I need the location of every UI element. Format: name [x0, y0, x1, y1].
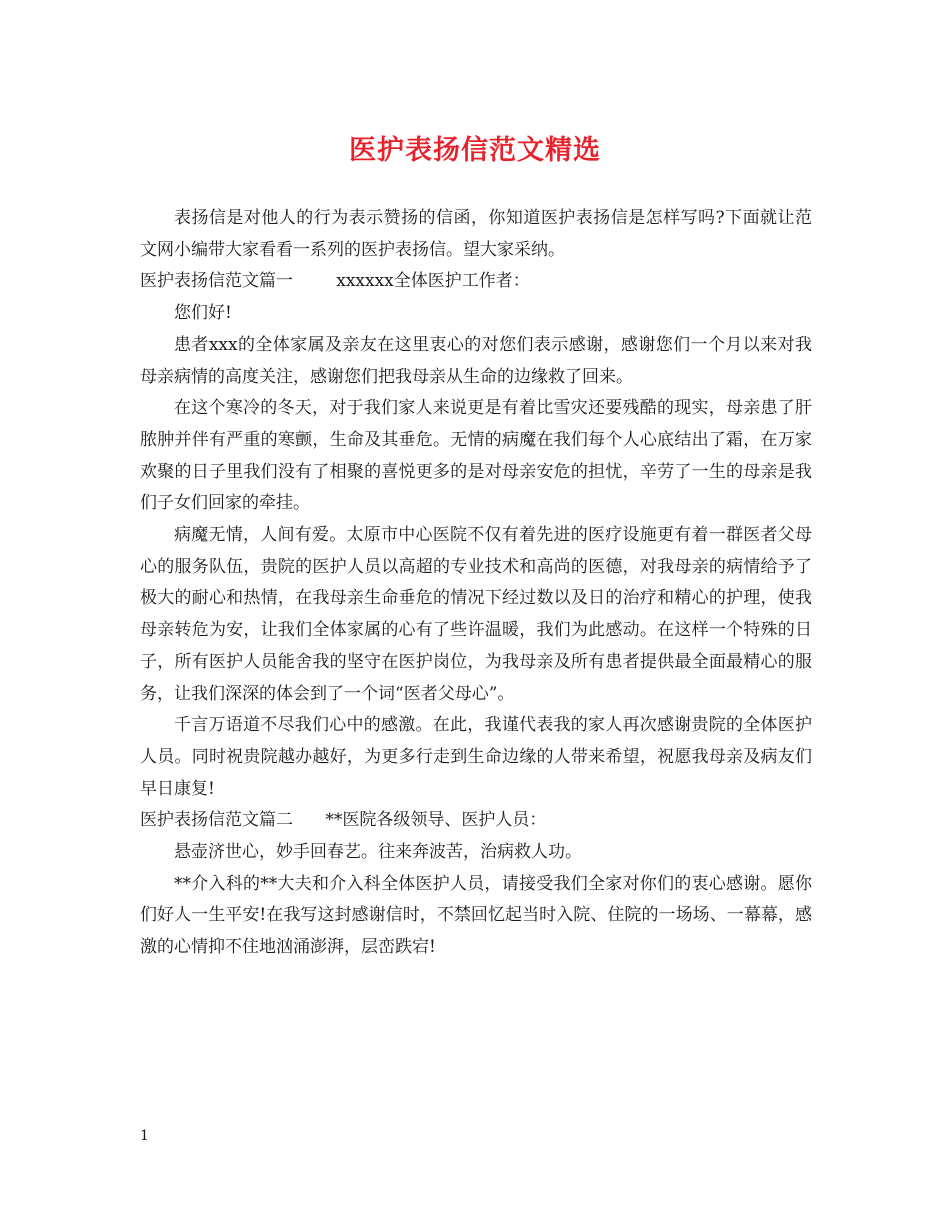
body-paragraph: 病魔无情，人间有爱。太原市中心医院不仅有着先进的医疗设施更有着一群医者父母心的服务队伍，贵院的医护人员以高超的专业技术和高尚的医德，对我母亲的病情给予了极大的耐心和热情，在我母亲生命垂危的情况下经过数以及日的治疗和精心的护理，使我母亲转危为安，让我们全体家属的心有了些许温暖，我们为此感动。在这样一个特殊的日子，所有医护人员能舍我的坚守在医护岗位，为我母亲及所有患者提供最全面最精心的服务，让我们深深的体会到了一个词“医者父母心”。: [140, 525, 812, 704]
document-body: [140, 203, 812, 964]
body-paragraph: 患者xxx的全体家属及亲友在这里衷心的对您们表示感谢，感谢您们一个月以来对我母亲病情的高度关注，感谢您们把我母亲从生命的边缘救了回来。: [140, 334, 812, 387]
greeting-paragraph: 您们好!: [174, 303, 232, 324]
document-title: 医护表扬信范文精选: [349, 135, 601, 166]
page-number: 1: [140, 1128, 149, 1144]
body-paragraph: **介入科的**大夫和介入科全体医护人员，请接受我们全家对你们的衷心感谢。愿你们好人一生平安!在我写这封感谢信时，不禁回忆起当时入院、住院的一场场、一幕幕，感激的心情抑不住地汹涌澎湃，层峦跌宕!: [140, 873, 812, 958]
body-paragraph: 悬壶济世心，妙手回春艺。往来奔波苦，治病救人功。: [174, 842, 582, 863]
intro-paragraph: 表扬信是对他人的行为表示赞扬的信函，你知道医护表扬信是怎样写吗?下面就让范文网小编带大家看看一系列的医护表扬信。望大家采纳。: [140, 208, 812, 260]
section-heading-1: 医护表扬信范文篇一 xxxxxx全体医护工作者：: [140, 271, 530, 292]
body-paragraph: 在这个寒冷的冬天，对于我们家人来说更是有着比雪灾还要残酷的现实，母亲患了肝脓肿并伴有严重的寒颤，生命及其垂危。无情的病魔在我们每个人心底结出了霜，在万家欢聚的日子里我们没有了相聚的喜悦更多的是对母亲安危的担忧，辛劳了一生的母亲是我们子女们回家的牵挂。: [140, 398, 812, 514]
body-paragraph: 千言万语道不尽我们心中的感激。在此，我谨代表我的家人再次感谢贵院的全体医护人员。同时祝贵院越办越好，为更多行走到生命边缘的人带来希望，祝愿我母亲及病友们早日康复!: [140, 715, 812, 799]
section-heading-2: 医护表扬信范文篇二 **医院各级领导、医护人员：: [140, 810, 547, 831]
